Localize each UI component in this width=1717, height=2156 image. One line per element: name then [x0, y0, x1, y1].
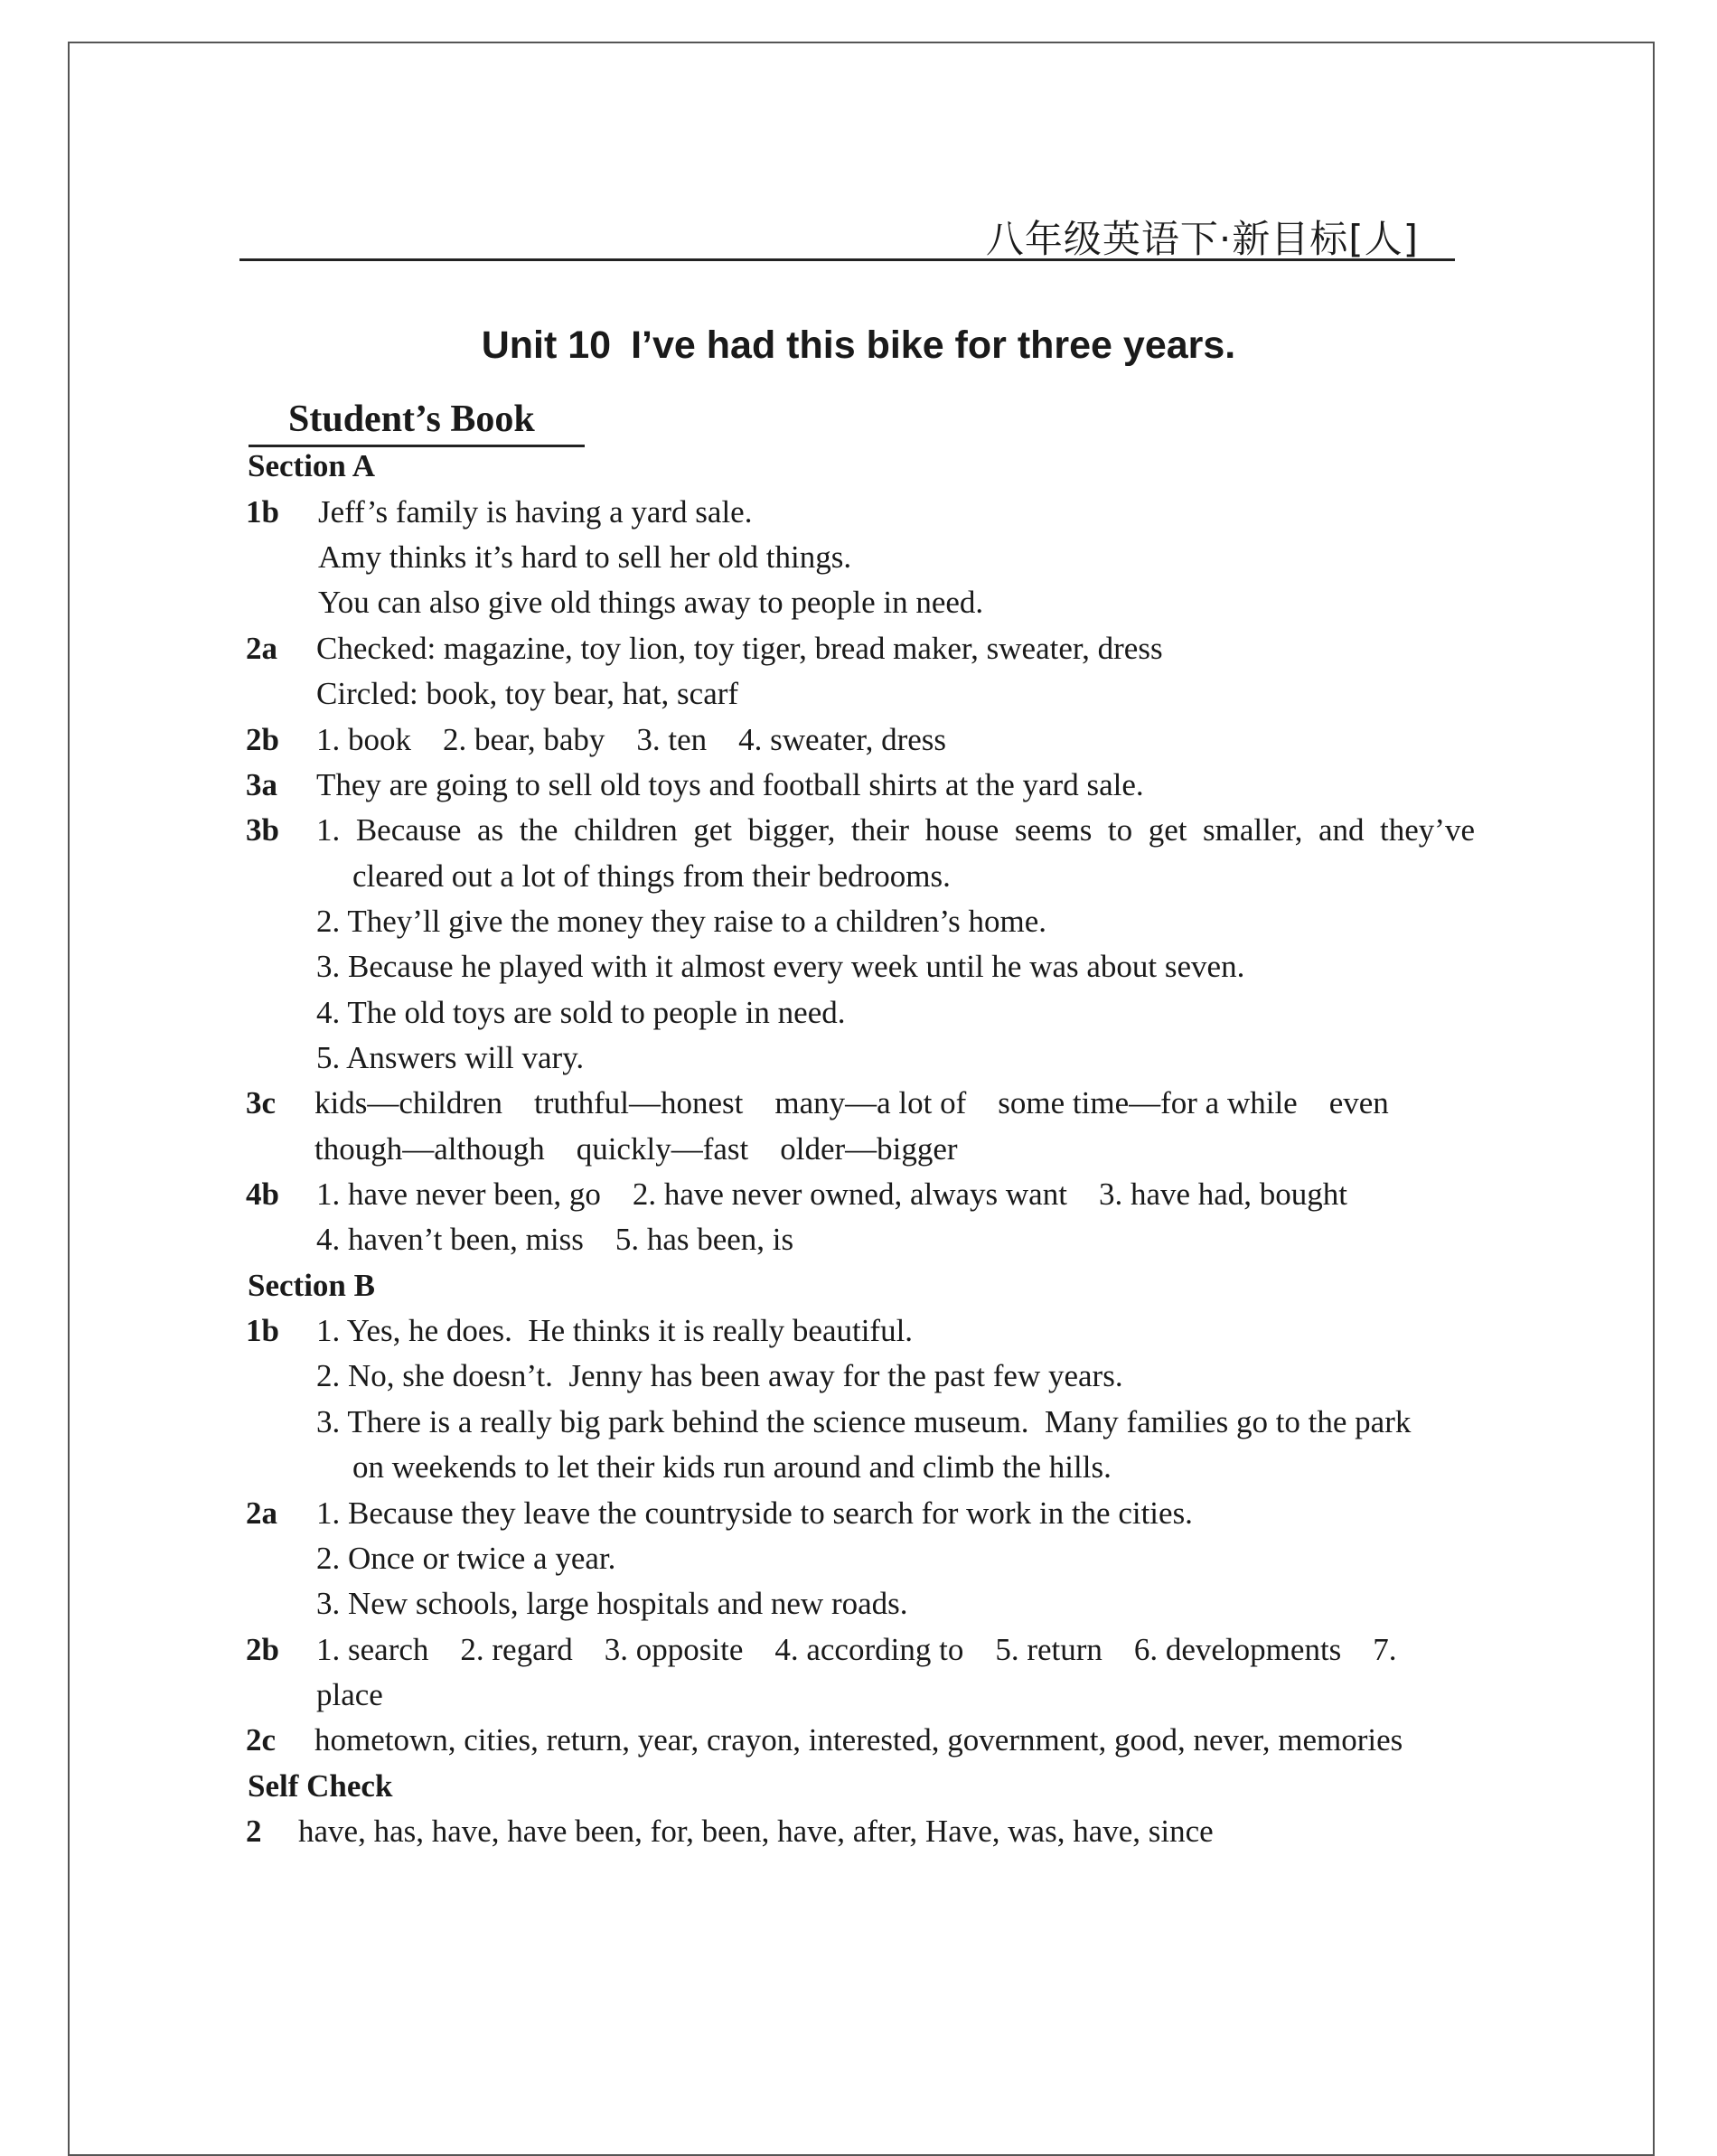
answer-line: 1. book 2. bear, baby 3. ten 4. sweater, dress — [316, 722, 947, 757]
unit-name: I’ve had this bike for three years. — [631, 323, 1236, 367]
answer-tag: 4b — [246, 1176, 279, 1212]
answer-line: place — [316, 1677, 383, 1712]
answer-line: 1. Because they leave the countryside to search for work in the cities. — [316, 1495, 1193, 1531]
answer-line: kids—children truthful—honest many—a lot of some time—for a while even — [314, 1085, 1389, 1120]
answer-line: You can also give old things away to people in need. — [318, 585, 984, 620]
book-title-text: Student’s Book — [288, 398, 535, 440]
answer-line: 2. No, she doesn’t. Jenny has been away for the past few years. — [316, 1358, 1123, 1393]
running-header — [239, 206, 1455, 261]
header-text: 八年级英语下·新目标[人] — [985, 217, 1419, 261]
answer-tag: 3a — [246, 767, 277, 802]
answer-line: 2. Once or twice a year. — [316, 1541, 616, 1576]
answer-line: 5. Answers will vary. — [316, 1040, 585, 1075]
answer-line: Circled: book, toy bear, hat, scarf — [316, 676, 739, 711]
answer-line: They are going to sell old toys and football shirts at the yard sale. — [316, 767, 1144, 802]
answer-line: 3. There is a really big park behind the science museum. Many families go to the park — [316, 1404, 1412, 1439]
answer-tag: 3b — [246, 812, 279, 848]
answer-line: on weekends to let their kids run around and climb the hills. — [352, 1449, 1112, 1485]
answer-line: 3. Because he played with it almost every week until he was about seven. — [316, 949, 1245, 984]
answer-tag: 2a — [246, 1495, 277, 1531]
book-title — [249, 398, 585, 447]
section-self-check-heading: Self Check — [248, 1768, 393, 1804]
answer-line: 3. New schools, large hospitals and new roads. — [316, 1586, 908, 1621]
answer-line: have, has, have, have been, for, been, have, after, Have, was, have, since — [298, 1814, 1214, 1849]
unit-number: Unit 10 — [481, 323, 612, 367]
section-b-heading: Section B — [248, 1268, 375, 1303]
answer-tag: 2b — [246, 722, 279, 757]
answer-line: hometown, cities, return, year, crayon, interested, government, good, never, memories — [314, 1722, 1403, 1758]
answer-line: Checked: magazine, toy lion, toy tiger, bread maker, sweater, dress — [316, 631, 1163, 666]
answer-tag: 1b — [246, 1313, 279, 1348]
answer-line: 4. The old toys are sold to people in need. — [316, 995, 846, 1030]
answer-line: though—although quickly—fast older—bigger — [314, 1131, 958, 1167]
answer-line: cleared out a lot of things from their bedrooms. — [352, 858, 951, 894]
answer-tag: 2a — [246, 631, 277, 666]
answer-tag: 2b — [246, 1632, 279, 1667]
answer-line: 4. haven’t been, miss 5. has been, is — [316, 1222, 794, 1257]
section-a-heading: Section A — [248, 448, 375, 483]
answer-line: 1. have never been, go 2. have never owned, always want 3. have had, bought — [316, 1176, 1348, 1212]
answer-tag: 1b — [246, 494, 279, 530]
answer-line: Amy thinks it’s hard to sell her old things. — [318, 539, 852, 575]
answer-line: 1. Because as the children get bigger, their house seems to get smaller, and they’ve — [316, 812, 1475, 848]
answer-line: 2. They’ll give the money they raise to a children’s home. — [316, 904, 1047, 939]
answer-line: Jeff’s family is having a yard sale. — [318, 494, 753, 530]
answer-tag: 3c — [246, 1085, 277, 1120]
answer-tag: 2c — [246, 1722, 277, 1758]
unit-title — [0, 323, 1717, 368]
answer-line: 1. Yes, he does. He thinks it is really beautiful. — [316, 1313, 914, 1348]
answer-line: 1. search 2. regard 3. opposite 4. according to 5. return 6. developments 7. — [316, 1632, 1397, 1667]
answer-tag: 2 — [246, 1814, 262, 1849]
